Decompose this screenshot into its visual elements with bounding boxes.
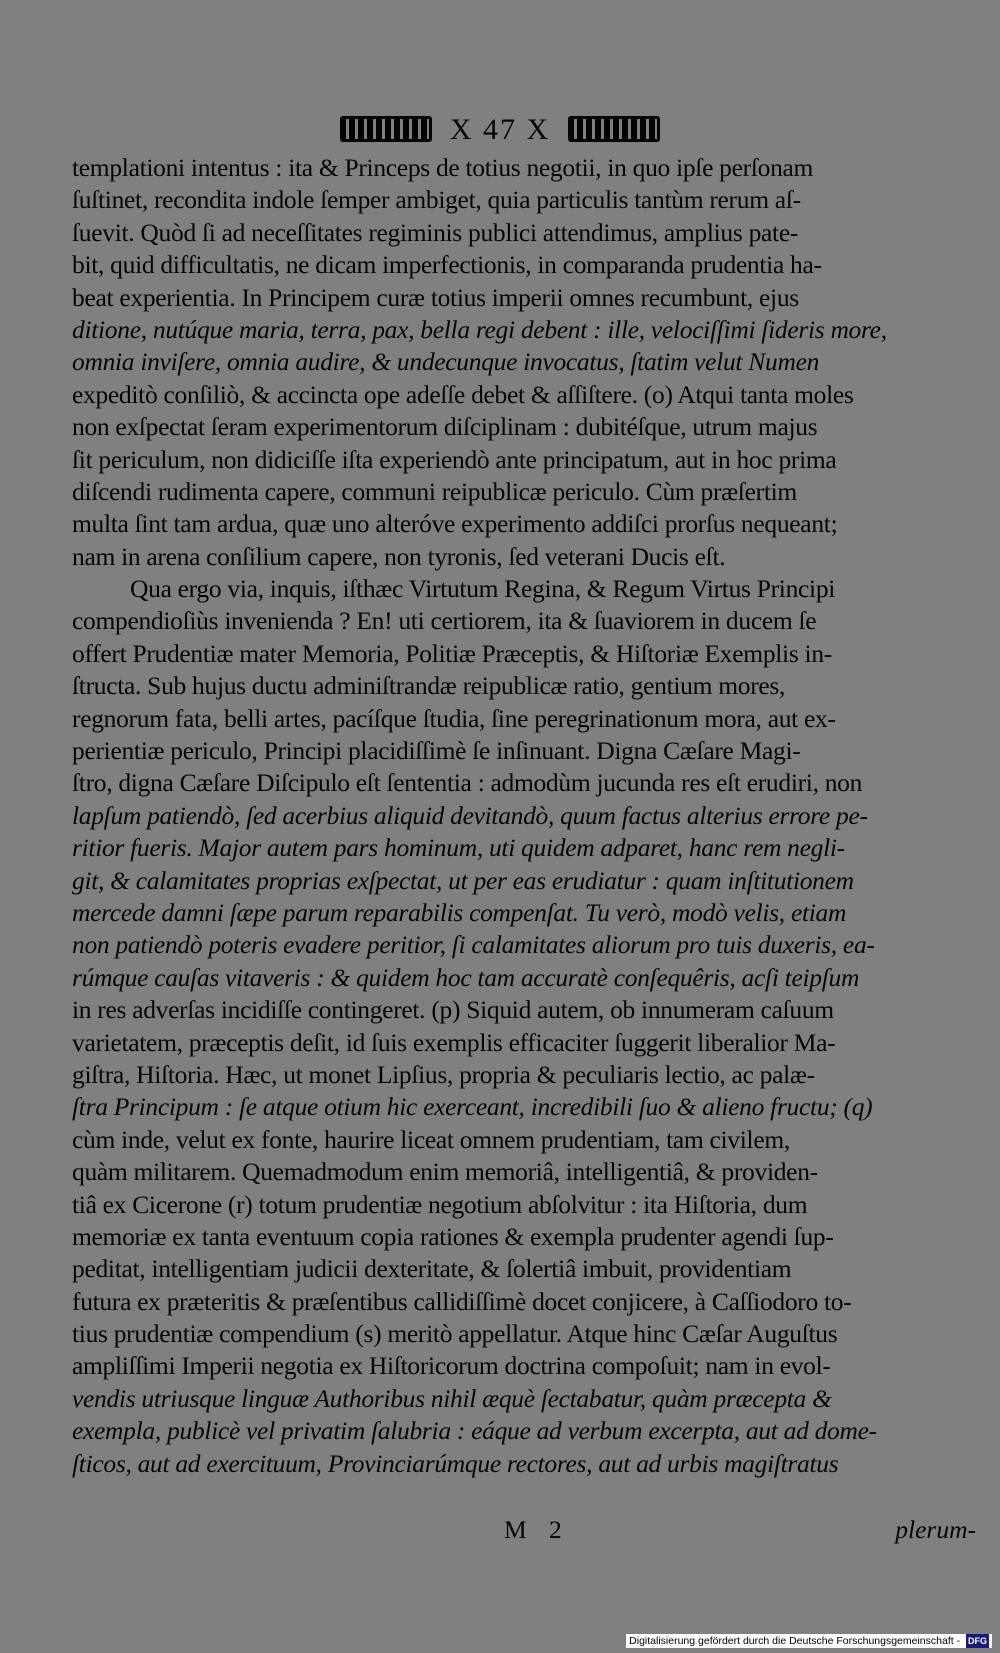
text-line: varietatem, præceptis deſit, id ſuis exemplis efficaciter ſuggerit liberalior Ma- [72, 1027, 836, 1057]
text-line: nam in arena conſilium capere, non tyronis, ſed veterani Ducis eſt. [72, 541, 726, 571]
text-line: omnia inviſere, omnia audire, & undecunque invocatus, ſtatim velut Numen [72, 347, 820, 377]
catchword: plerum- [895, 1515, 976, 1544]
digitization-credit [626, 1634, 992, 1648]
dfg-logo-icon: DFG [968, 1636, 987, 1646]
text-line: ſuſtinet, recondita indole ſemper ambiget, quia particulis tantùm rerum aſ- [72, 185, 801, 215]
text-line: in res adverſas incidiſſe contingeret. (p) Siquid autem, ob innumeram caſuum [72, 995, 834, 1025]
text-line: rúmque cauſas vitaveris : & quidem hoc tam accuratè conſequêris, acſi teipſum [72, 962, 860, 992]
text-line: tius prudentiæ compendium (s) meritò appellatur. Atque hinc Cæſar Auguſtus [72, 1319, 838, 1349]
text-line: multa ſint tam ardua, quæ uno alteróve experimento addiſci prorſus nequeant; [72, 509, 838, 539]
text-line: tiâ ex Cicerone (r) totum prudentiæ negotium abſolvitur : ita Hiſtoria, dum [72, 1189, 808, 1219]
text-line: beat experientia. In Principem curæ totius imperii omnes recumbunt, ejus [72, 282, 799, 312]
page-header [0, 108, 1000, 152]
text-line: git, & calamitates proprias exſpectat, ut per eas erudiatur : quam inſtitutionem [72, 865, 854, 895]
text-line: giſtra, Hiſtoria. Hæc, ut monet Lipſius, propria & peculiaris lectio, ac palæ- [72, 1059, 815, 1089]
text-line: expeditò conſiliò, & accincta ope adeſſe debet & aſſiſtere. (o) Atqui tanta moles [72, 379, 854, 409]
text-line: mercede damni ſæpe parum reparabilis compenſat. Tu verò, modò velis, etiam [72, 897, 847, 927]
left-ornament-icon [340, 116, 432, 142]
text-body [72, 152, 984, 1480]
text-line: regnorum fata, belli artes, pacíſque ſtudia, ſine peregrinationum mora, aut ex- [72, 703, 836, 733]
text-line: perientiæ periculo, Principi placidiſſimè ſe inſinuant. Digna Cæſare Magi- [72, 736, 801, 766]
text-line: ſtructa. Sub hujus ductu adminiſtrandæ reipublicæ ratio, gentium mores, [72, 671, 786, 701]
text-line: non exſpectat ſeram experimentorum diſciplinam : dubitéſque, utrum majus [72, 412, 818, 442]
text-line: ſit periculum, non didiciſſe iſta experiendò ante principatum, aut in hoc prima [72, 444, 837, 474]
text-line: ritior fueris. Major autem pars hominum, uti quidem adparet, hanc rem negli- [72, 833, 845, 863]
text-line: ampliſſimi Imperii negotia ex Hiſtoricorum doctrina compoſuit; nam in evol- [72, 1351, 831, 1381]
text-line: memoriæ ex tanta eventuum copia rationes & exempla prudenter agendi ſup- [72, 1221, 834, 1251]
text-line: ſtra Principum : ſe atque otium hic exerceant, incredibili ſuo & alieno fructu; (q) [72, 1092, 873, 1122]
text-line: quàm militarem. Quemadmodum enim memoriâ, intelligentiâ, & providen- [72, 1157, 818, 1187]
text-line: non patiendò poteris evadere peritior, ſi calamitates aliorum pro tuis duxeris, ea- [72, 930, 875, 960]
signature-mark: M 2 [504, 1515, 570, 1544]
text-line: vendis utriusque linguæ Authoribus nihil æquè ſectabatur, quàm præcepta & [72, 1383, 832, 1413]
text-line: peditat, intelligentiam judicii dexteritate, & ſolertiâ imbuit, providentiam [72, 1254, 792, 1284]
digitization-note: Digitalisierung gefördert durch die Deutsche Forschungsgemeinschaft - [629, 1635, 961, 1647]
text-line: bit, quid difficultatis, ne dicam imperfectionis, in comparanda prudentia ha- [72, 250, 822, 280]
page-footer [72, 1513, 984, 1547]
right-ornament-icon [568, 116, 660, 142]
text-line: offert Prudentiæ mater Memoria, Politiæ Præceptis, & Hiſtoriæ Exemplis in- [72, 638, 832, 668]
text-line: futura ex præteritis & præſentibus callidiſſimè docet conjicere, à Caſſiodoro to- [72, 1286, 852, 1316]
text-line: diſcendi rudimenta capere, communi reipublicæ periculo. Cùm præſertim [72, 476, 797, 506]
text-line: compendioſiùs invenienda ? En! uti certiorem, ita & ſuaviorem in ducem ſe [72, 606, 817, 636]
text-line: exempla, publicè vel privatim ſalubria : eáque ad verbum excerpta, aut ad dome- [72, 1416, 877, 1446]
text-line: ſtro, digna Cæſare Diſcipulo eſt ſententia : admodùm jucunda res eſt erudiri, non [72, 768, 863, 798]
text-line: lapſum patiendò, ſed acerbius aliquid devitandò, quum factus alterius errore pe- [72, 800, 868, 830]
text-line: ſuevit. Quòd ſi ad neceſſitates regiminis publici attendimus, amplius pate- [72, 217, 799, 247]
text-line: templationi intentus : ita & Princeps de totius negotii, in quo ipſe perſonam [72, 153, 814, 182]
text-line: ditione, nutúque maria, terra, pax, bella regi debent : ille, velociſſimi ſideris more, [72, 314, 887, 344]
text-line: cùm inde, velut ex fonte, haurire liceat omnem prudentiam, tam civilem, [72, 1124, 790, 1154]
page-number: X 47 X [449, 113, 551, 146]
text-line: ſticos, aut ad exercituum, Provinciarúmque rectores, aut ad urbis magiſtratus [72, 1448, 839, 1478]
paragraph-start-line: Qua ergo via, inquis, iſthæc Virtutum Regina, & Regum Virtus Principi [130, 574, 836, 604]
